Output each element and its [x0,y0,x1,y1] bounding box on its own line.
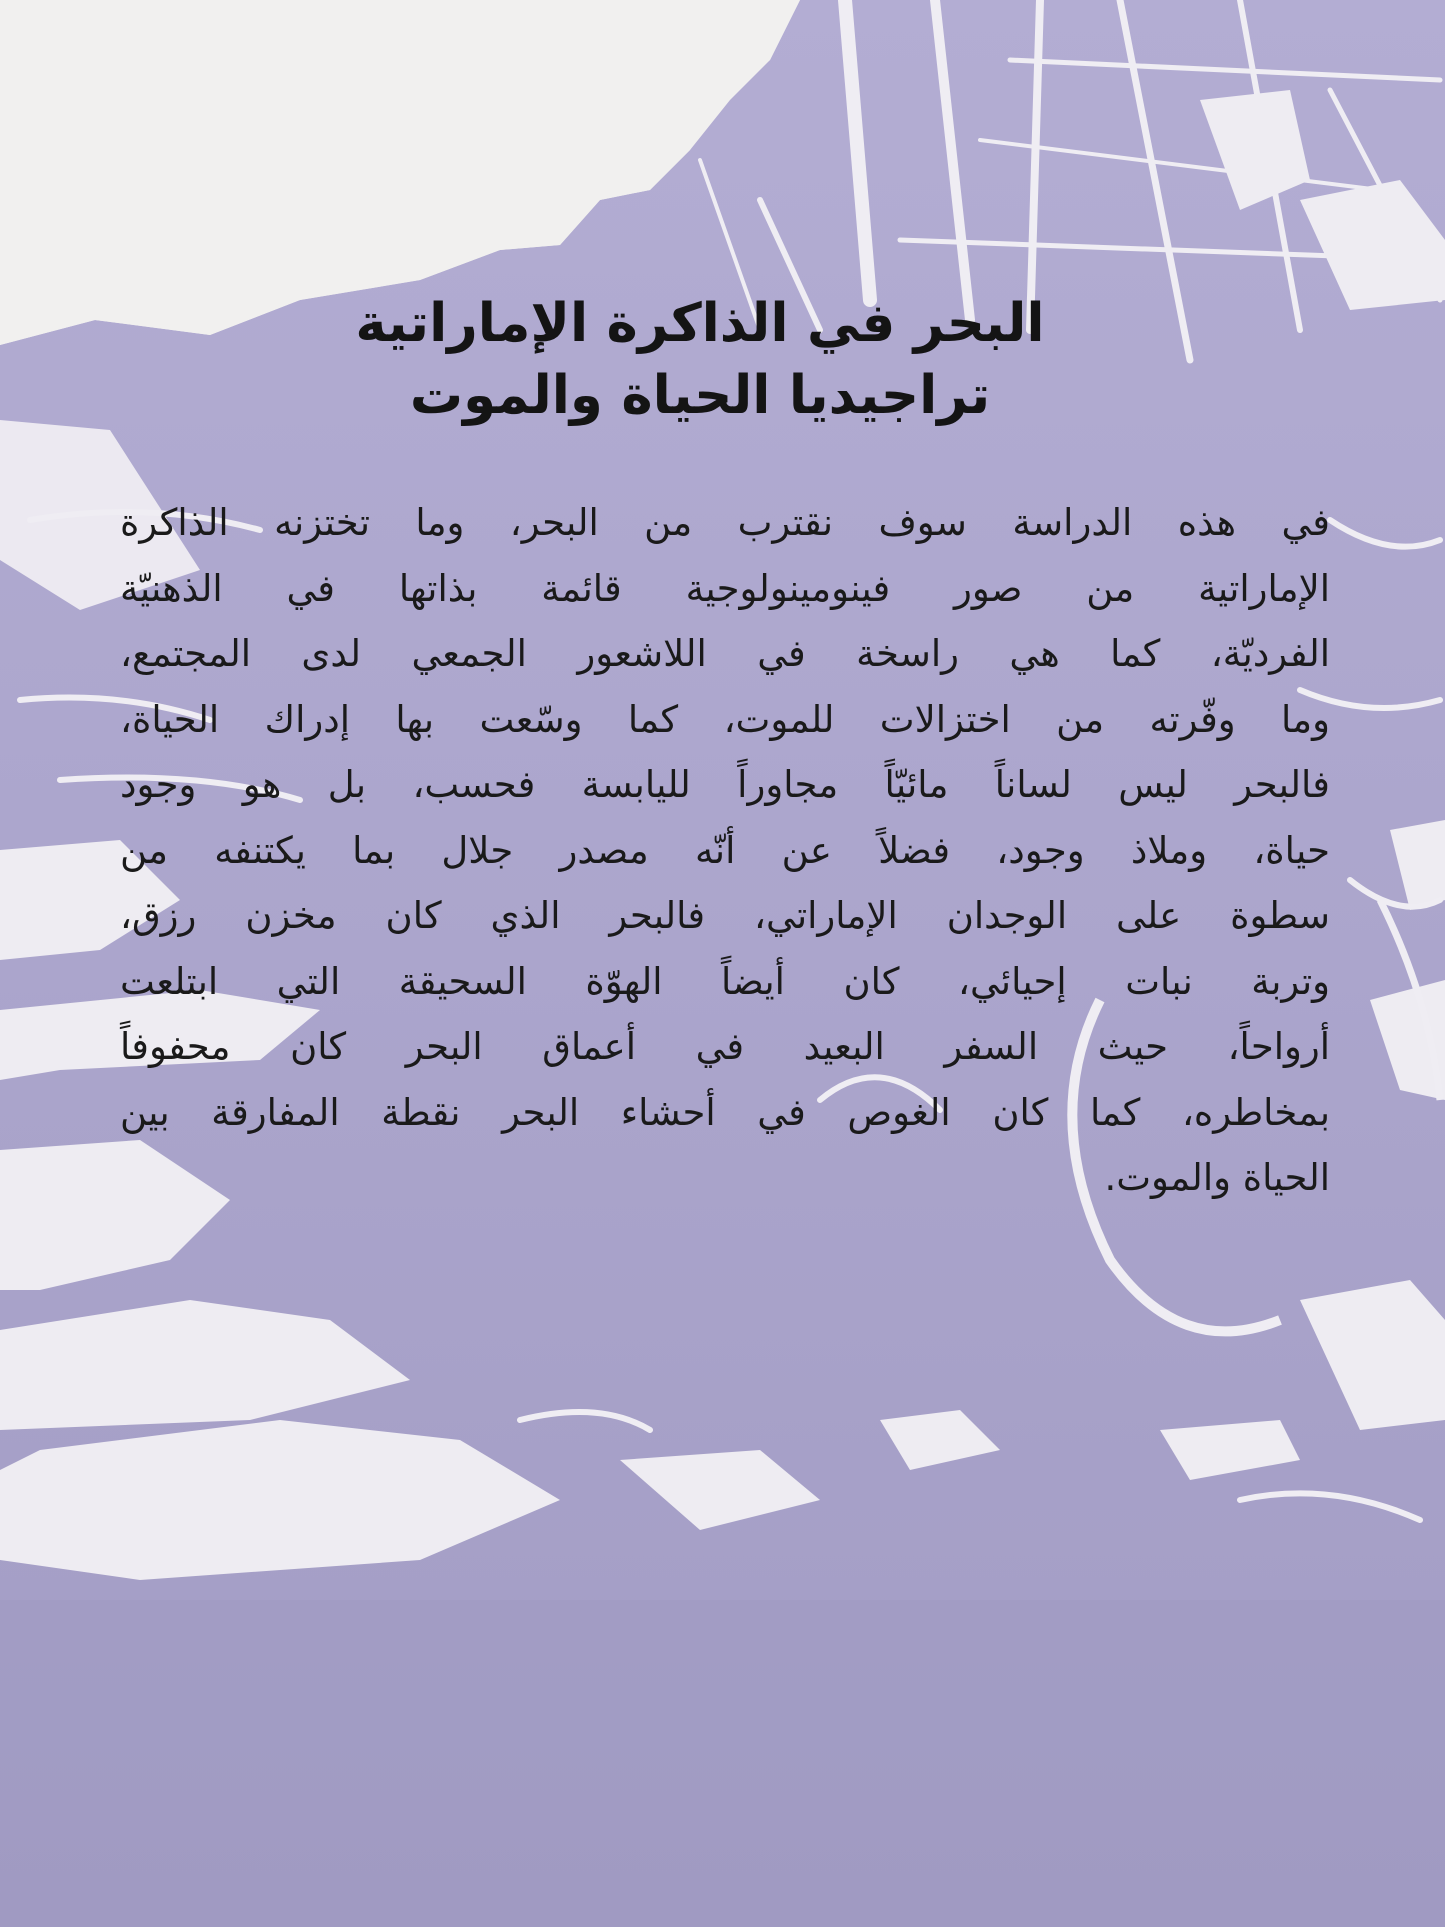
blurb-paragraph [120,490,1330,1211]
title-line-1: البحر في الذاكرة الإماراتية [355,293,1045,354]
blurb-line: سطوة على الوجدان الإماراتي، فالبحر الذي كان مخزن رزق، [120,894,1330,937]
blurb-line: أرواحاً، حيث السفر البعيد في أعماق البحر كان محفوفاً [120,1025,1330,1068]
blurb-line-final: الحياة والموت. [1104,1156,1330,1199]
blurb-line: فالبحر ليس لساناً مائيّاً مجاوراً لليابسة فحسب، بل هو وجود [120,763,1330,806]
blurb-line: وما وفّرته من اختزالات للموت، كما وسّعت بها إدراك الحياة، [120,697,1330,741]
blurb-line: حياة، وملاذ وجود، فضلاً عن أنّه مصدر جلال بما يكتنفه من [120,828,1330,872]
blurb-line: في هذه الدراسة سوف نقترب من البحر، وما تختزنه الذاكرة [120,501,1330,544]
book-title [300,288,1100,432]
blurb-line: الإماراتية من صور فينومينولوجية قائمة بذاتها في الذهنيّة [120,566,1330,610]
blurb-line: الفرديّة، كما هي راسخة في اللاشعور الجمعي لدى المجتمع، [120,632,1330,675]
blurb-line: وتربة نبات إحيائي، كان أيضاً الهوّة السحيقة التي ابتلعت [120,959,1330,1003]
blurb-line: بمخاطره، كما كان الغوص في أحشاء البحر نقطة المفارقة بين [120,1090,1330,1134]
lower-shade [0,1600,1445,1927]
title-line-2: تراجيديا الحياة والموت [409,365,991,426]
